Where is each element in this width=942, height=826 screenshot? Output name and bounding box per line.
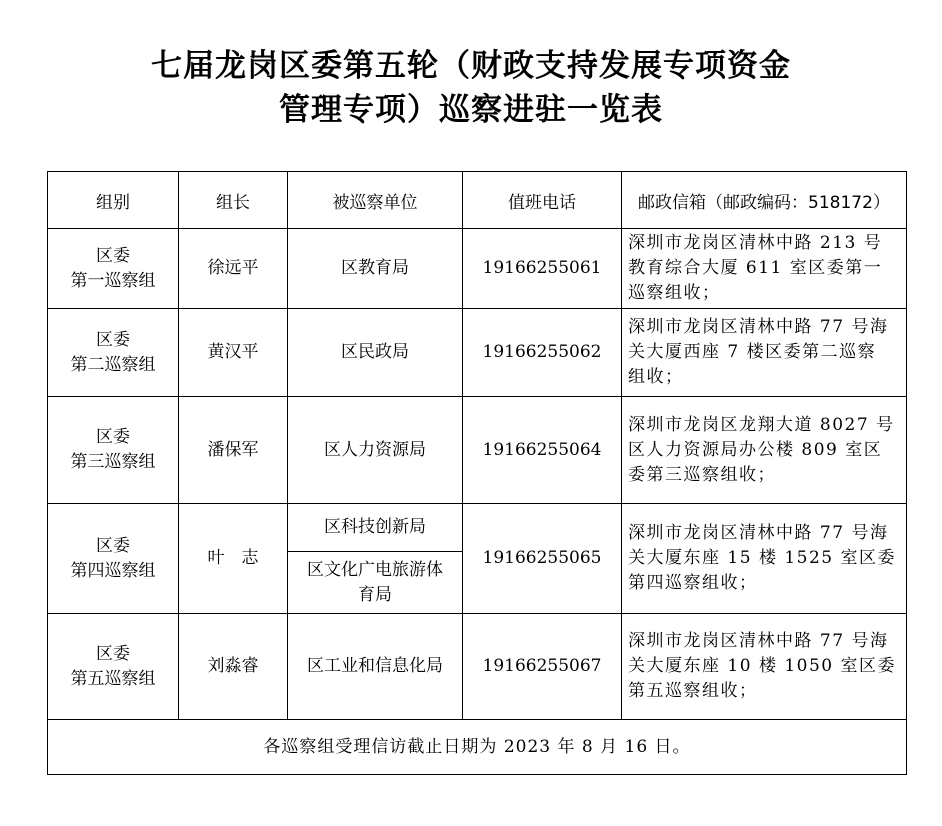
address-line: 关大厦西座 7 楼区委第二巡察	[628, 342, 877, 362]
group-line: 区委	[96, 245, 130, 266]
leader-name: 潘保军	[179, 397, 288, 504]
phone-number: 19166255062	[463, 309, 622, 397]
phone-number: 19166255064	[463, 397, 622, 504]
address-line: 深圳市龙岗区清林中路 77 号海	[628, 317, 889, 337]
address-line: 深圳市龙岗区清林中路 213 号	[628, 233, 883, 253]
header-mailbox: 邮政信箱（邮政编码：518172）	[622, 172, 907, 229]
address-line: 巡察组收；	[628, 283, 721, 303]
group-line: 第三巡察组	[70, 452, 156, 472]
group-name	[48, 614, 179, 720]
inspected-unit	[288, 504, 463, 552]
table-row	[48, 229, 907, 309]
unit-text: 区文化广电旅游体育局	[307, 559, 443, 605]
group-name	[48, 397, 179, 504]
address-line: 区人力资源局办公楼 809 室区	[628, 439, 883, 460]
inspected-unit	[288, 552, 463, 614]
inspected-unit	[288, 309, 463, 397]
unit-text: 区人力资源局	[324, 439, 426, 460]
unit-text: 区工业和信息化局	[307, 656, 443, 676]
group-line: 第四巡察组	[70, 560, 156, 581]
group-name	[48, 309, 179, 397]
group-line: 区委	[96, 535, 130, 556]
address-line: 深圳市龙岗区清林中路 77 号海	[628, 523, 889, 543]
phone-number: 19166255067	[463, 614, 622, 720]
table-row	[48, 309, 907, 397]
unit-text: 区民政局	[341, 342, 409, 362]
document-title	[0, 44, 942, 132]
group-line: 区委	[96, 643, 130, 664]
mailbox-address	[622, 614, 907, 720]
address-line: 关大厦东座 15 楼 1525 室区委	[628, 548, 897, 568]
leader-name: 徐远平	[179, 229, 288, 309]
group-line: 区委	[96, 427, 130, 447]
table-row	[48, 504, 907, 552]
inspected-unit	[288, 614, 463, 720]
address-line: 第五巡察组收；	[628, 681, 758, 701]
title-line-1: 七届龙岗区委第五轮（财政支持发展专项资金	[151, 48, 791, 84]
header-leader: 组长	[179, 172, 288, 229]
address-line: 委第三巡察组收；	[628, 464, 776, 485]
note-row	[48, 720, 907, 775]
leader-name: 叶 志	[179, 504, 288, 614]
group-name	[48, 504, 179, 614]
header-unit: 被巡察单位	[288, 172, 463, 229]
leader-name: 黄汉平	[179, 309, 288, 397]
title-line-2: 管理专项）巡察进驻一览表	[279, 92, 663, 128]
address-line: 组收；	[628, 367, 684, 387]
unit-text: 区科技创新局	[324, 517, 426, 537]
mailbox-address	[622, 229, 907, 309]
group-line: 第五巡察组	[70, 668, 156, 689]
header-group: 组别	[48, 172, 179, 229]
address-line: 深圳市龙岗区龙翔大道 8027 号	[628, 414, 895, 435]
inspected-unit	[288, 229, 463, 309]
group-line: 第一巡察组	[70, 270, 156, 291]
address-line: 深圳市龙岗区清林中路 77 号海	[628, 631, 889, 651]
leader-name: 刘淼睿	[179, 614, 288, 720]
mailbox-address	[622, 504, 907, 614]
inspection-table	[47, 171, 907, 775]
group-name	[48, 229, 179, 309]
group-line: 第二巡察组	[70, 354, 156, 375]
unit-text: 区教育局	[341, 258, 409, 278]
phone-number: 19166255065	[463, 504, 622, 614]
table-row	[48, 614, 907, 720]
deadline-note: 各巡察组受理信访截止日期为 2023 年 8 月 16 日。	[48, 720, 907, 775]
inspected-unit	[288, 397, 463, 504]
address-line: 教育综合大厦 611 室区委第一	[628, 258, 883, 278]
phone-number: 19166255061	[463, 229, 622, 309]
address-line: 第四巡察组收；	[628, 573, 758, 593]
mailbox-address	[622, 397, 907, 504]
header-phone: 值班电话	[463, 172, 622, 229]
mailbox-address	[622, 309, 907, 397]
address-line: 关大厦东座 10 楼 1050 室区委	[628, 656, 897, 676]
header-row	[48, 172, 907, 229]
group-line: 区委	[96, 329, 130, 350]
table-row	[48, 397, 907, 504]
